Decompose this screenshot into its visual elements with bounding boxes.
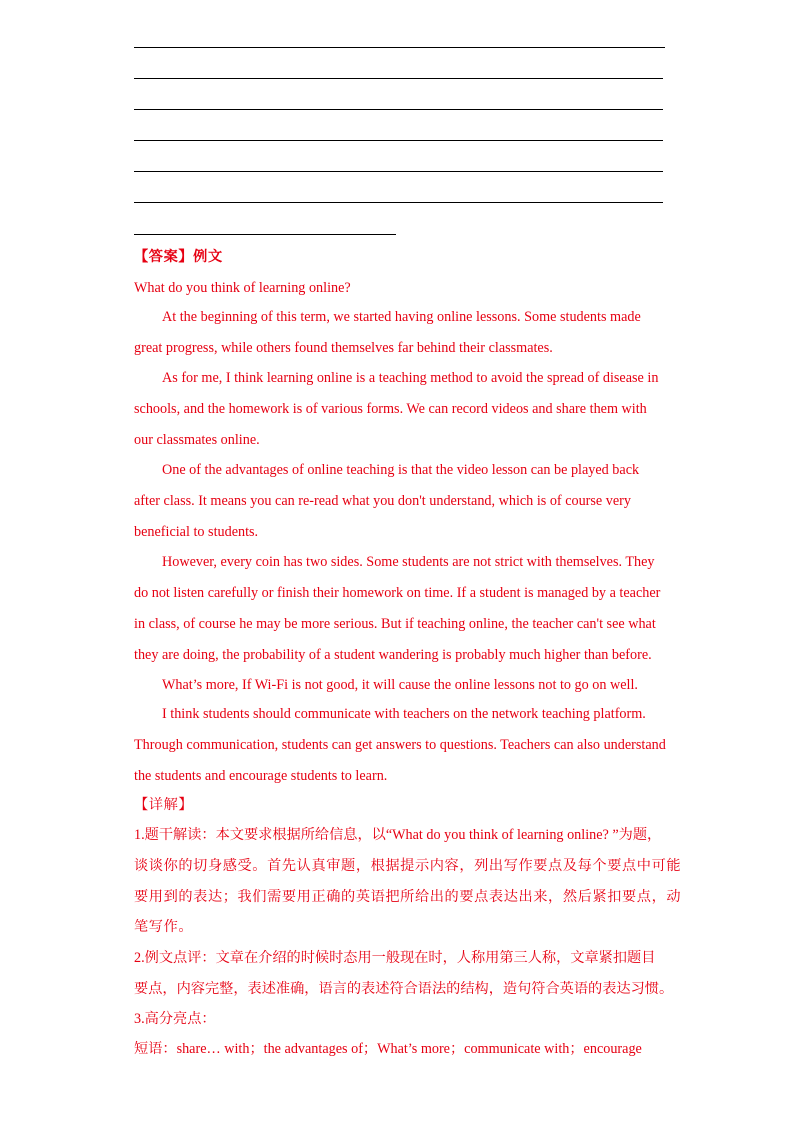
analysis-line: 短语：share… with；the advantages of；What’s more；communicate with；encourage [134,1041,642,1057]
essay-line: do not listen carefully or finish their homework on time. If a student is managed by a teacher [134,585,661,601]
essay-line: At the beginning of this term, we started having online lessons. Some students made [162,309,641,325]
writing-line [134,47,665,48]
essay-line: the students and encourage students to learn. [134,768,388,784]
writing-line [134,109,663,110]
essay-line: great progress, while others found themselves far behind their classmates. [134,340,553,356]
essay-line: I think students should communicate with teachers on the network teaching platform. [162,706,646,722]
essay-title: What do you think of learning online? [134,280,351,296]
essay-line: What’s more, If Wi-Fi is not good, it will cause the online lessons not to go on well. [162,677,638,693]
essay-line: Through communication, students can get answers to questions. Teachers can also understand [134,737,666,753]
essay-line: after class. It means you can re-read what you don't understand, which is of course very [134,493,631,509]
analysis-header: 【详解】 [134,797,194,813]
essay-line: they are doing, the probability of a student wandering is probably much higher than before. [134,647,652,663]
essay-line: One of the advantages of online teaching is that the video lesson can be played back [162,462,640,478]
writing-line [134,202,663,203]
essay-line: our classmates online. [134,432,260,448]
essay-line: schools, and the homework is of various forms. We can record videos and share them with [134,401,647,417]
analysis-line: 笔写作。 [134,919,194,935]
analysis-line: 要点，内容完整，表述准确，语言的表述符合语法的结构，造句符合英语的表达习惯。 [134,981,674,997]
analysis-line: 1.题干解读：本文要求根据所给信息，以“What do you think of learning online? ”为题， [134,827,662,843]
essay-line: As for me, I think learning online is a teaching method to avoid the spread of disease in [162,370,659,386]
essay-line: in class, of course he may be more serious. But if teaching online, the teacher can't see what [134,616,656,632]
answer-header: 【答案】例文 [134,249,223,265]
analysis-line: 谈谈你的切身感受。首先认真审题，根据提示内容，列出写作要点及每个要点中可能 [134,858,682,874]
essay-line: However, every coin has two sides. Some students are not strict with themselves. They [162,554,655,570]
essay-line: beneficial to students. [134,524,259,540]
writing-line [134,171,663,172]
writing-line [134,234,396,235]
analysis-line: 3.高分亮点： [134,1011,216,1027]
writing-line [134,140,663,141]
writing-line [134,78,663,79]
analysis-line: 要用到的表达；我们需要用正确的英语把所给出的要点表达出来，然后紧扣要点，动 [134,889,682,905]
analysis-line: 2.例文点评：文章在介绍的时候时态用一般现在时，人称用第三人称，文章紧扣题目 [134,950,656,966]
